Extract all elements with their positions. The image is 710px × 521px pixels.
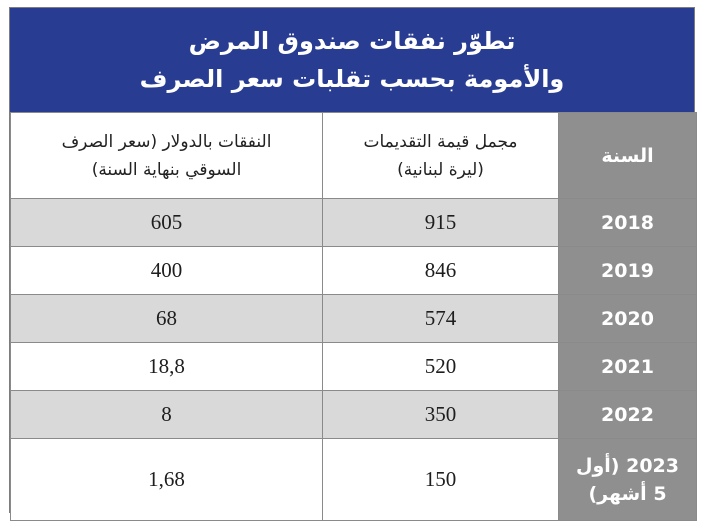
year-cell bbox=[559, 439, 697, 521]
total-cell: 846 bbox=[323, 247, 559, 295]
spending-table-card bbox=[9, 7, 695, 513]
header-usd bbox=[11, 113, 323, 199]
total-cell: 520 bbox=[323, 343, 559, 391]
usd-cell: 1,68 bbox=[11, 439, 323, 521]
header-year bbox=[559, 113, 697, 199]
usd-cell: 400 bbox=[11, 247, 323, 295]
header-total-line-2: (ليرة لبنانية) bbox=[397, 159, 484, 180]
header-total bbox=[323, 113, 559, 199]
year-cell: 2020 bbox=[559, 295, 697, 343]
table-header-row bbox=[11, 113, 697, 199]
year-cell: 2021 bbox=[559, 343, 697, 391]
header-total-line-1: مجمل قيمة التقديمات bbox=[363, 131, 518, 152]
total-cell: 350 bbox=[323, 391, 559, 439]
title-line-1: تطوّر نفقات صندوق المرض bbox=[188, 27, 516, 55]
usd-cell: 68 bbox=[11, 295, 323, 343]
table-row bbox=[11, 247, 697, 295]
header-usd-line-2: السوقي بنهاية السنة) bbox=[91, 159, 242, 180]
year-cell: 2019 bbox=[559, 247, 697, 295]
table-row bbox=[11, 295, 697, 343]
total-cell: 574 bbox=[323, 295, 559, 343]
usd-cell: 8 bbox=[11, 391, 323, 439]
header-usd-line-1: النفقات بالدولار (سعر الصرف bbox=[61, 131, 272, 152]
total-cell: 150 bbox=[323, 439, 559, 521]
header-year-label: السنة bbox=[601, 144, 654, 167]
table-row bbox=[11, 439, 697, 521]
spending-table bbox=[10, 112, 697, 521]
table-row bbox=[11, 343, 697, 391]
table-row bbox=[11, 199, 697, 247]
usd-cell: 18,8 bbox=[11, 343, 323, 391]
total-cell: 915 bbox=[323, 199, 559, 247]
title-line-2: والأمومة بحسب تقلبات سعر الصرف bbox=[139, 65, 565, 93]
year-cell-line-2: 5 أشهر) bbox=[588, 482, 667, 505]
year-cell: 2022 bbox=[559, 391, 697, 439]
year-cell: 2018 bbox=[559, 199, 697, 247]
table-row bbox=[11, 391, 697, 439]
year-cell-line-1: 2023 (أول bbox=[576, 454, 679, 477]
usd-cell: 605 bbox=[11, 199, 323, 247]
table-title bbox=[10, 8, 694, 112]
